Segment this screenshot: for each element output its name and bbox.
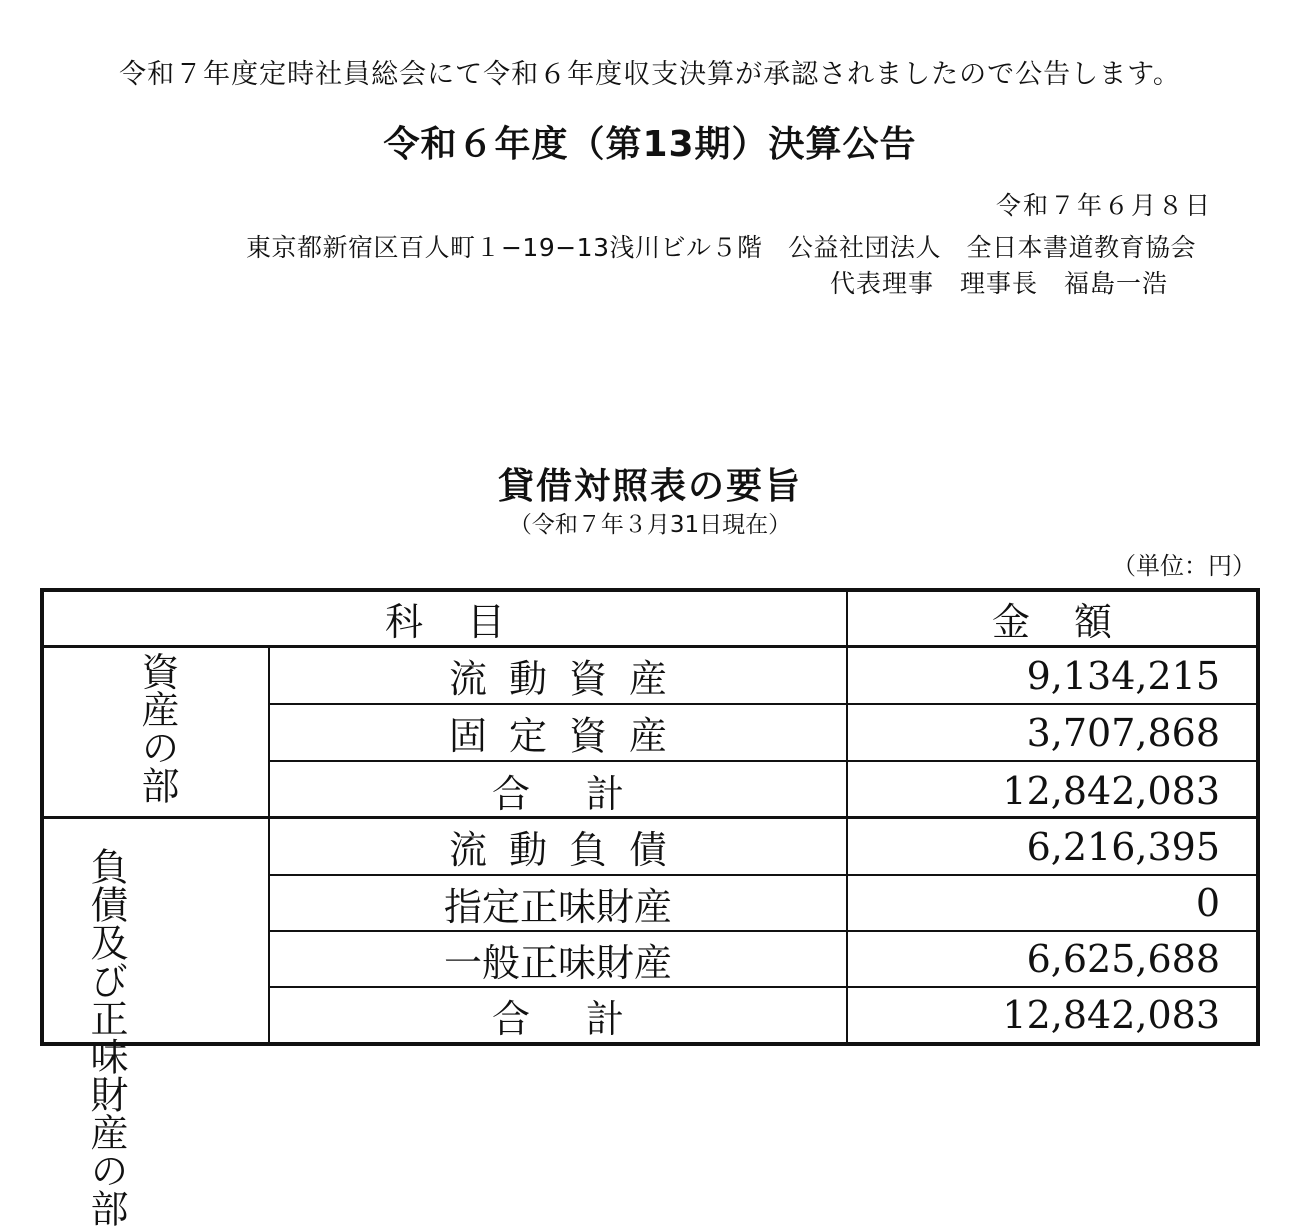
announcement-date: 令和７年６月８日 — [995, 191, 1212, 220]
liabilities-label-cell — [44, 819, 270, 1227]
table-row — [270, 988, 1256, 1042]
header-amount: 金額 — [848, 592, 1256, 648]
row-amount: 12,842,083 — [1002, 768, 1220, 813]
liabilities-section — [44, 819, 1256, 1227]
balance-sheet-date: （令和７年３月31日現在） — [508, 512, 792, 538]
balance-sheet-title: 貸借対照表の要旨 — [497, 466, 802, 507]
table-row — [270, 932, 1256, 988]
page-title: 令和６年度（第13期）決算公告 — [383, 124, 917, 165]
row-item: 指定正味財産 — [270, 876, 848, 930]
table-row — [270, 705, 1256, 762]
table-row — [270, 819, 1256, 876]
row-amount: 0 — [1195, 881, 1220, 925]
row-amount: 12,842,083 — [1002, 993, 1220, 1037]
row-item: 流動資産 — [270, 648, 848, 703]
row-item: 流動負債 — [270, 819, 848, 874]
unit-label: （単位：円） — [1112, 552, 1256, 580]
representative-name: 代表理事 理事長 福島一浩 — [829, 269, 1168, 298]
assets-label-cell — [44, 648, 270, 816]
table-row — [270, 648, 1256, 705]
notice-text: 令和７年度定時社員総会にて令和６年度収支決算が承認されましたので公告します。 — [119, 59, 1181, 90]
row-amount: 3,707,868 — [1026, 710, 1220, 755]
table-row — [270, 762, 1256, 819]
row-amount: 6,216,395 — [1026, 824, 1220, 869]
balance-sheet-table — [40, 588, 1260, 1227]
row-item: 合計 — [270, 762, 848, 819]
row-item: 合計 — [270, 988, 848, 1042]
header-subject: 科目 — [44, 592, 848, 648]
table-row — [270, 876, 1256, 932]
row-amount: 9,134,215 — [1026, 653, 1220, 698]
row-amount: 6,625,688 — [1026, 937, 1220, 981]
assets-label: 資産の部 — [135, 652, 179, 804]
row-item: 一般正味財産 — [270, 932, 848, 986]
liabilities-label: 負債及び正味財産の部 — [84, 847, 128, 1227]
assets-section — [44, 648, 1256, 819]
row-item: 固定資産 — [270, 705, 848, 760]
organization-address: 東京都新宿区百人町１−19−13浅川ビル５階 公益社団法人 全日本書道教育協会 — [245, 233, 1196, 262]
